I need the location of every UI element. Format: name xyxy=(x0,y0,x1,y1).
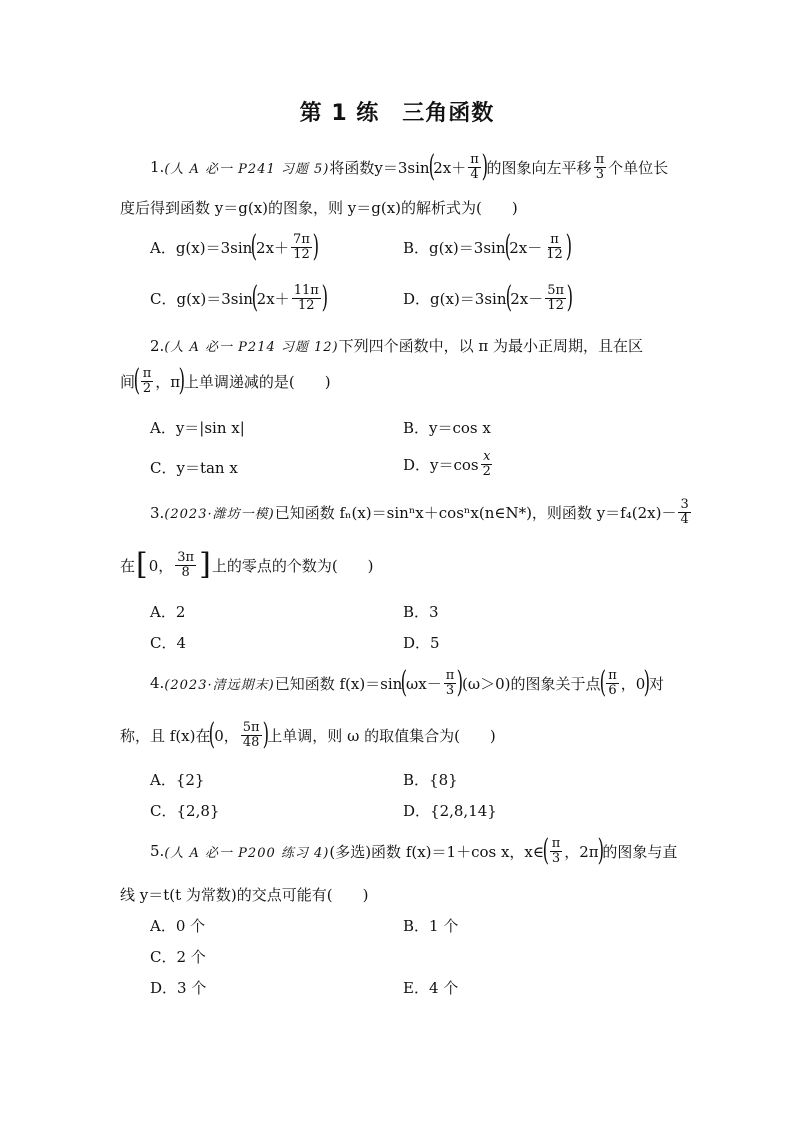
q1-inner: 2x＋ xyxy=(433,158,467,177)
q1-option-d: D．g(x)＝3sin ( 2x－ $\frac{5\pi}{12}$ ) xyxy=(403,280,574,315)
q1-text3: 个单位长 xyxy=(608,158,669,177)
q5-option-a: A．0 个 xyxy=(150,917,206,935)
q5-source: (人 A 必一 P200 练习 4) xyxy=(164,845,330,861)
q2-option-c: C．y＝tan x xyxy=(150,459,238,477)
q1-line1: 1. (人 A 必一 P241 习题 5) 将函数 y＝3sin ( 2x＋ $\frac{\pi}{4}$ ) 的图象向左平移 $\frac{\pi}{3}$ 个单位长 xyxy=(150,149,669,184)
q2-source: (人 A 必一 P214 习题 12) xyxy=(164,340,339,355)
q1-option-c: C．g(x)＝3sin ( 2x＋ $\frac{11\pi}{12}$ ) xyxy=(150,280,328,315)
q1-frac1: $\frac{\pi}{4}$ xyxy=(470,151,479,182)
q1-line2: 度后得到函数 y＝g(x)的图象，则 y＝g(x)的解析式为( ) xyxy=(120,199,518,217)
q4-option-c: C．{2,8} xyxy=(150,802,220,820)
q5-option-d: D．3 个 xyxy=(150,979,207,997)
q1-number: 1. xyxy=(150,158,165,176)
q1-text1: 将函数 xyxy=(329,158,375,177)
q5-line1: 5. (人 A 必一 P200 练习 4) (多选)函数 f(x)＝1＋cos x，x∈ ( $\frac{\pi}{3}$ ，2π ) 的图象与直 xyxy=(150,833,678,868)
q3-line2: 在 [ 0， $\frac{3\pi}{8}$ ] 上的零点的个数为( ) xyxy=(120,547,374,582)
q1-source: (人 A 必一 P241 习题 5) xyxy=(164,161,330,177)
q3-option-d: D．5 xyxy=(403,634,440,652)
q5-option-e: E．4 个 xyxy=(403,979,459,997)
q4-line2: 称，且 f(x)在 ( 0， $\frac{5\pi}{48}$ ) 上单调，则 ω 的取值集合为( ) xyxy=(120,717,496,752)
q3-option-b: B．3 xyxy=(403,603,439,621)
q4-source: (2023·清远期末) xyxy=(164,677,275,693)
q4-option-d: D．{2,8,14} xyxy=(403,802,497,820)
q1-option-b: B．g(x)＝3sin ( 2x－ $\frac{\pi}{12}$ ) xyxy=(403,229,572,264)
q1-option-a: A．g(x)＝3sin ( 2x＋ $\frac{7\pi}{12}$ ) xyxy=(150,229,319,264)
q5-option-c: C．2 个 xyxy=(150,948,206,966)
q2-option-d: D．y＝cos $\frac{x}{2}$ xyxy=(403,449,491,479)
q3-option-a: A．2 xyxy=(150,603,186,621)
q2-line1: 2. (人 A 必一 P214 习题 12) 下列四个函数中，以 π 为最小正周期，且在区 xyxy=(150,336,644,355)
q4-option-a: A．{2} xyxy=(150,771,205,789)
q5-option-b: B．1 个 xyxy=(403,917,459,935)
q3-source: (2023·潍坊一模) xyxy=(164,507,275,522)
q2-line2: 间 ( $\frac{\pi}{2}$ ，π ) 上单调递减的是( ) xyxy=(120,363,331,398)
q3-line1: 3. (2023·潍坊一模) 已知函数 fₙ(x)＝sinⁿx＋cosⁿx(n∈N*)，则函数 y＝f₄(2x)－ $\frac{3}{4}$ xyxy=(150,497,689,527)
q1-frac2: $\frac{\pi}{3}$ xyxy=(595,151,605,182)
q5-line2: 线 y＝t(t 为常数)的交点可能有( ) xyxy=(120,886,369,904)
q1-text2: 的图象向左平移 xyxy=(486,158,592,177)
q3-option-c: C．4 xyxy=(150,634,187,652)
q4-line1: 4. (2023·清远期末) 已知函数 f(x)＝sin ( ωx－ $\frac{\pi}{3}$ ) (ω＞0)的图象关于点 ( $\frac{\pi}{6}$ ，0 ) 对 xyxy=(150,665,665,700)
q2-option-b: B．y＝cos x xyxy=(403,419,491,437)
q1-expr: y＝3sin xyxy=(374,158,430,177)
q2-option-a: A．y＝|sin x| xyxy=(150,419,245,437)
page-title: 第 1 练 三角函数 xyxy=(299,101,495,126)
q4-option-b: B．{8} xyxy=(403,771,458,789)
